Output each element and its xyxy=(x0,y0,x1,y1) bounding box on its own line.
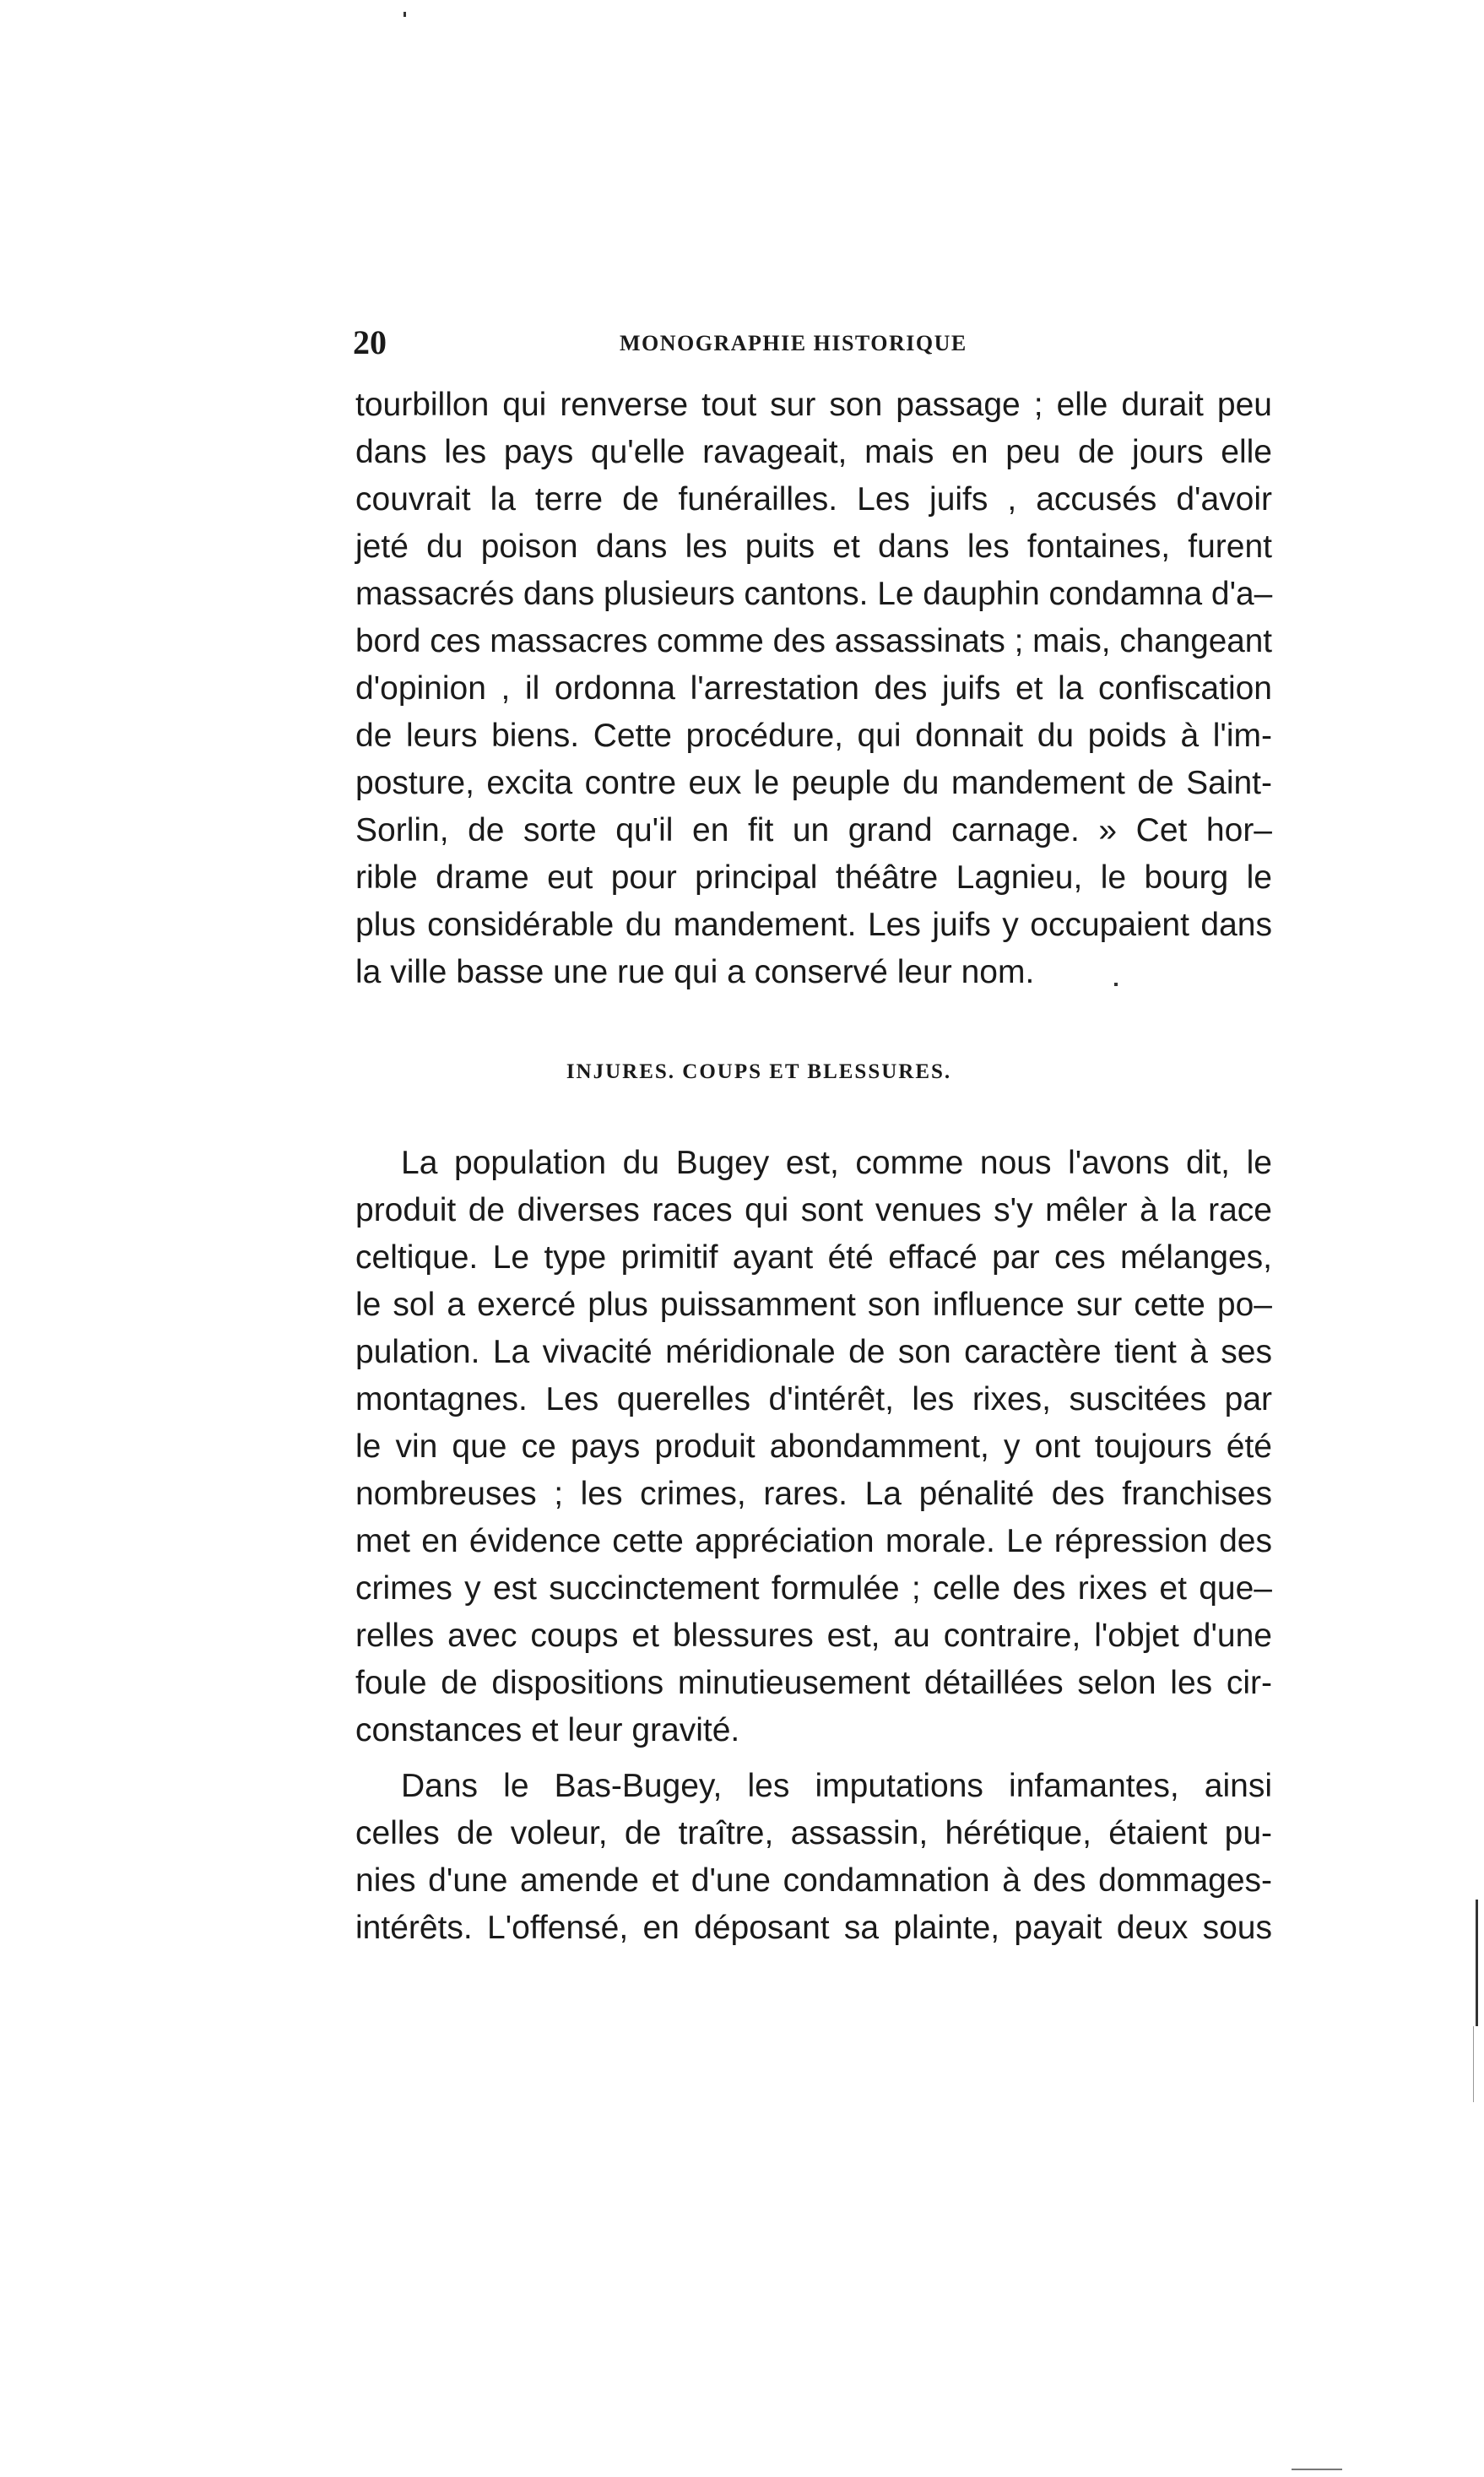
text-line: bord ces massacres comme des assassinats ; mais, changeant xyxy=(355,623,1273,659)
running-head: MONOGRAPHIE HISTORIQUE xyxy=(620,331,967,355)
text-line: couvrait la terre de funérailles. Les juifs , accusés d'avoir xyxy=(355,481,1272,518)
text-line: nombreuses ; les crimes, rares. La pénalité des franchises xyxy=(355,1476,1272,1512)
text-line: jeté du poison dans les puits et dans les fontaines, furent xyxy=(355,528,1272,565)
text-line: celtique. Le type primitif ayant été effacé par ces mélanges, xyxy=(355,1239,1272,1276)
text-line: La population du Bugey est, comme nous l'avons dit, le xyxy=(401,1145,1272,1181)
text-line: Dans le Bas-Bugey, les imputations infamantes, ainsi xyxy=(401,1768,1272,1804)
text-line: nies d'une amende et d'une condamnation à des dommages- xyxy=(355,1862,1272,1899)
text-line: constances et leur gravité. xyxy=(355,1712,740,1748)
text-line: celles de voleur, de traître, assassin, hérétique, étaient pu- xyxy=(355,1815,1272,1851)
text-line: la ville basse une rue qui a conservé leur nom. xyxy=(355,954,1035,990)
text-line: intérêts. L'offensé, en déposant sa plainte, payait deux sous xyxy=(355,1910,1272,1946)
text-line: crimes y est succinctement formulée ; celle des rixes et que– xyxy=(355,1570,1272,1607)
text-line: le sol a exercé plus puissamment son influence sur cette po– xyxy=(355,1287,1272,1323)
text-line: de leurs biens. Cette procédure, qui donnait du poids à l'im- xyxy=(355,718,1272,754)
scan-dot xyxy=(1114,983,1118,986)
text-line: tourbillon qui renverse tout sur son passage ; elle durait peu xyxy=(355,387,1272,423)
page-header xyxy=(353,324,1275,361)
text-line: plus considérable du mandement. Les juifs y occupaient dans xyxy=(355,907,1272,943)
text-line: met en évidence cette appréciation morale. Le répression des xyxy=(355,1523,1272,1559)
text-line: dans les pays qu'elle ravageait, mais en peu de jours elle xyxy=(355,434,1272,470)
text-line: Sorlin, de sorte qu'il en fit un grand carnage. » Cet hor– xyxy=(355,812,1272,848)
scan-edge-mark xyxy=(1473,2026,1474,2102)
text-line: massacrés dans plusieurs cantons. Le dauphin condamna d'a– xyxy=(355,576,1273,612)
text-line: d'opinion , il ordonna l'arrestation des juifs et la confiscation xyxy=(355,670,1272,707)
text-line: montagnes. Les querelles d'intérêt, les rixes, suscitées par xyxy=(355,1381,1272,1417)
text-line: rible drame eut pour principal théâtre Lagnieu, le bourg le xyxy=(355,859,1272,896)
scan-edge-mark xyxy=(1476,1900,1478,2026)
text-line: posture, excita contre eux le peuple du mandement de Saint- xyxy=(355,765,1272,801)
text-line: produit de diverses races qui sont venues s'y mêler à la race xyxy=(355,1192,1272,1228)
text-line: le vin que ce pays produit abondamment, y ont toujours été xyxy=(355,1428,1272,1465)
text-line: relles avec coups et blessures est, au contraire, l'objet d'une xyxy=(355,1618,1272,1654)
scan-edge-mark xyxy=(1292,2469,1342,2470)
text-line: pulation. La vivacité méridionale de son caractère tient à ses xyxy=(355,1334,1272,1370)
scan-dot xyxy=(403,12,406,17)
section-heading xyxy=(0,1058,1484,1087)
section-heading-text: INJURES. COUPS ET BLESSURES. xyxy=(566,1060,952,1083)
text-line: foule de dispositions minutieusement détaillées selon les cir- xyxy=(355,1665,1272,1701)
page-number: 20 xyxy=(353,323,387,361)
